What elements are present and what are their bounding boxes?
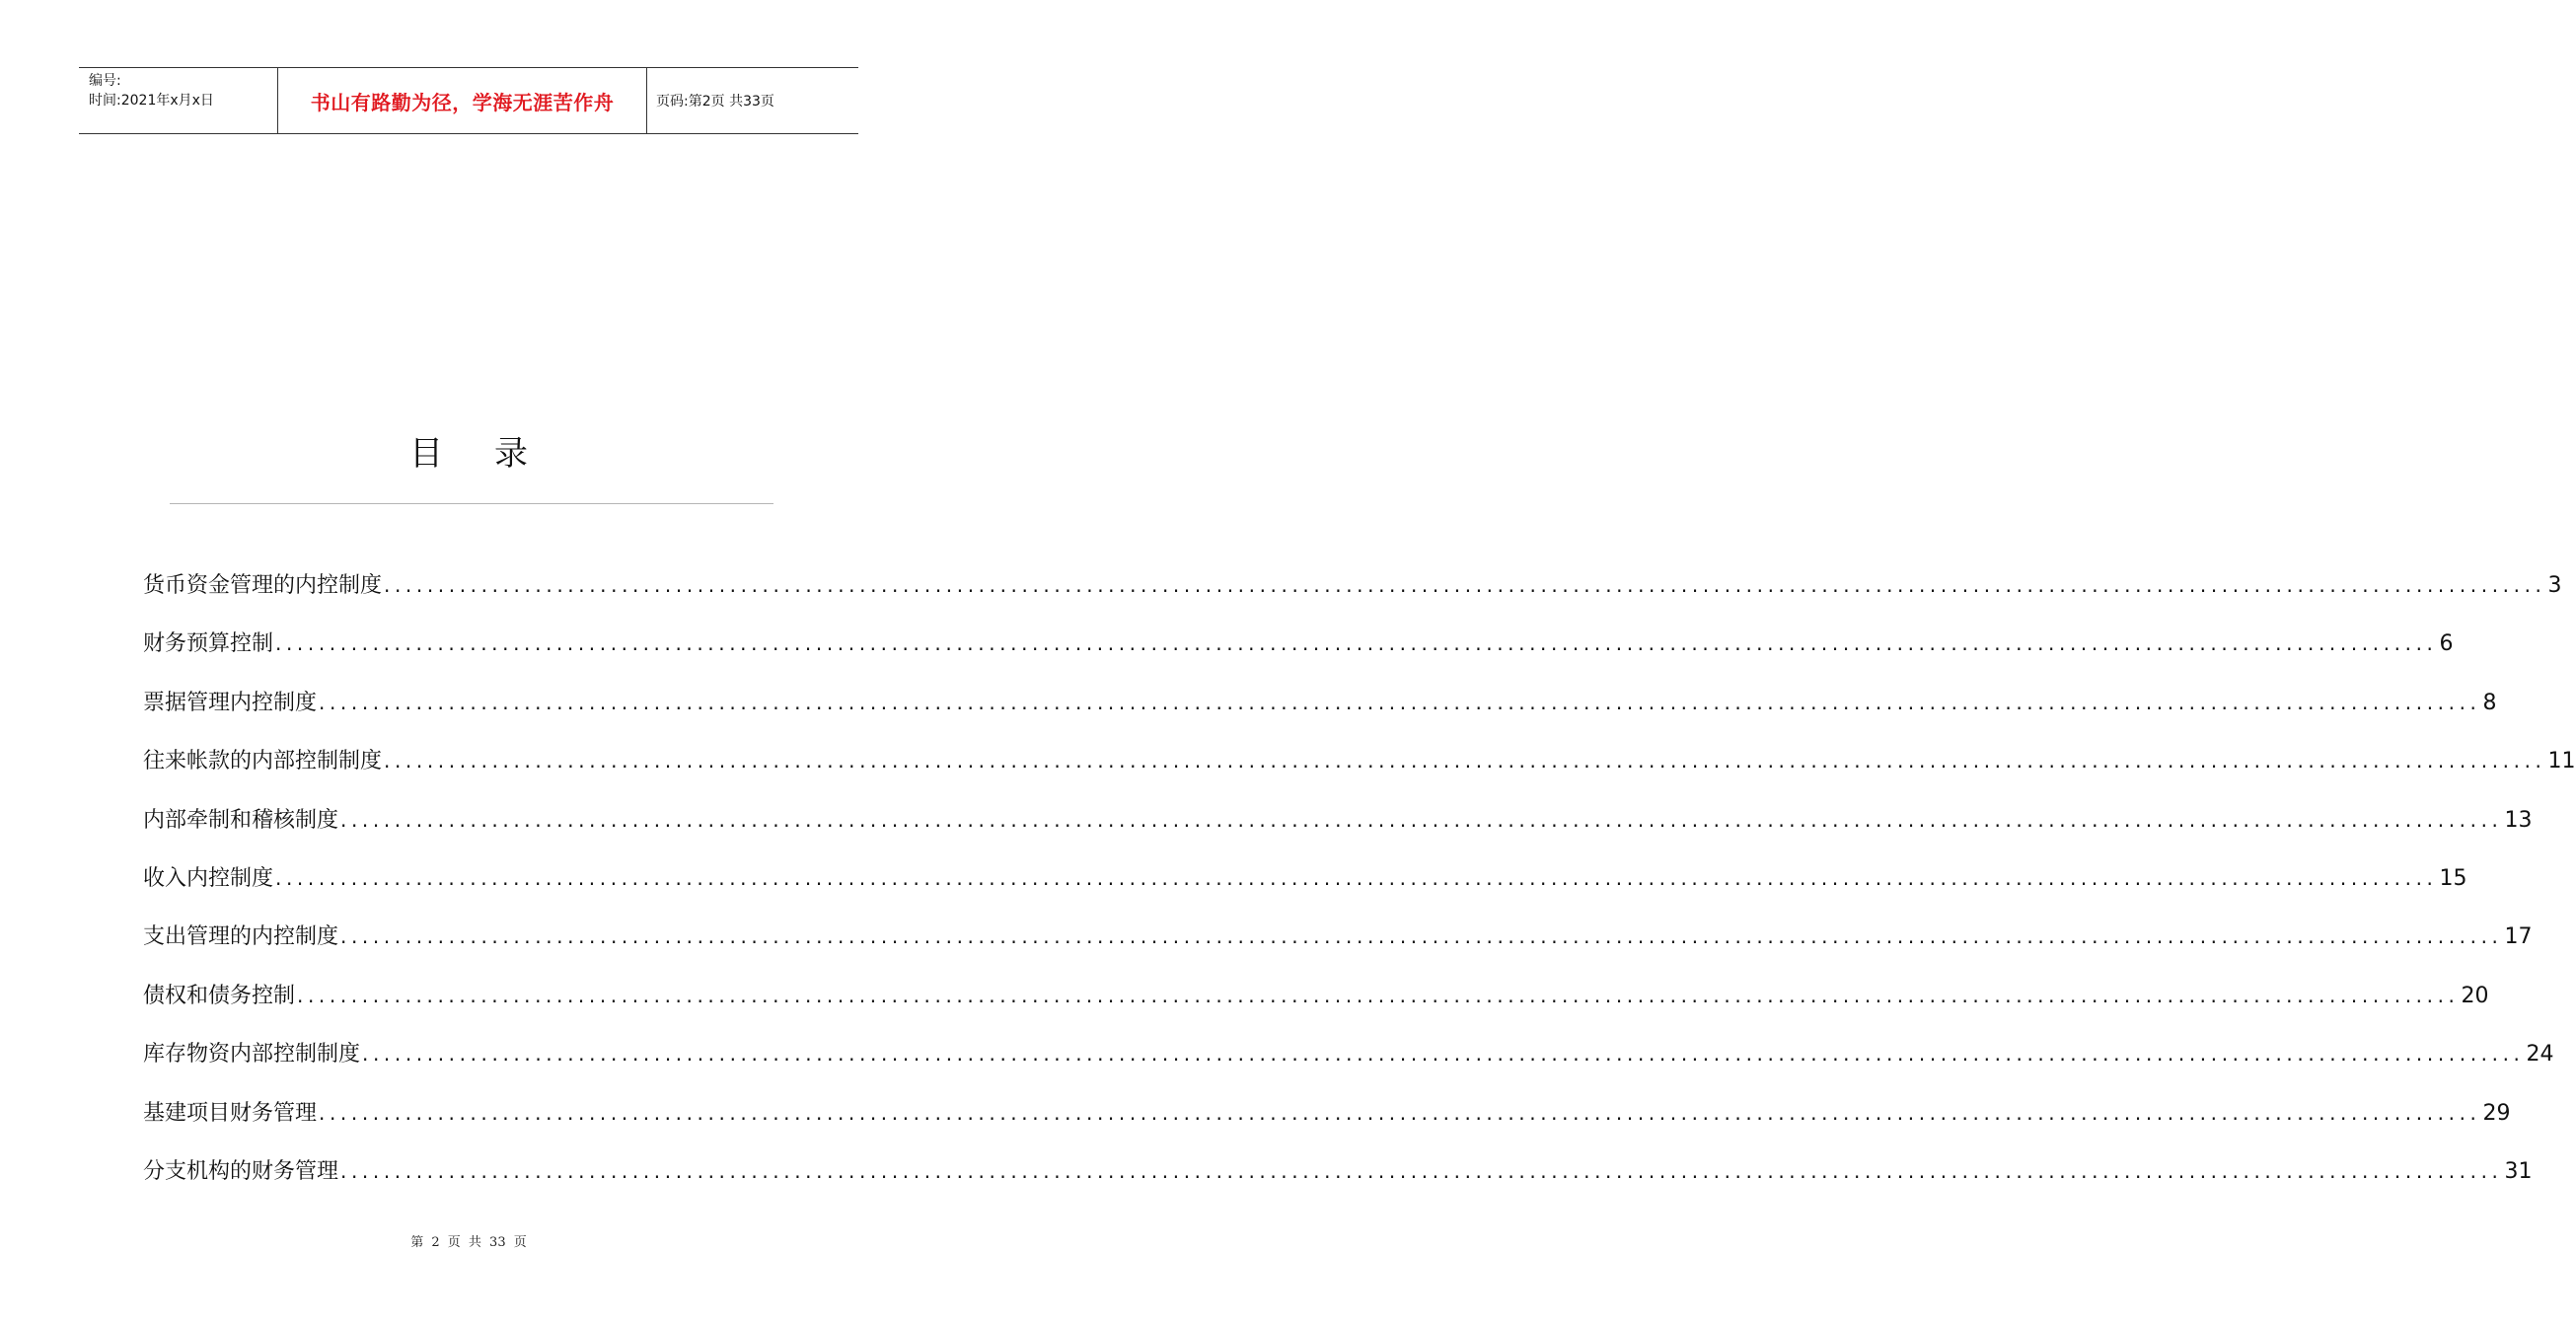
toc-entry-label: 内部牵制和稽核制度	[143, 807, 339, 833]
toc-dot-leader: ........................................................................................................................................................................................................	[275, 631, 2438, 656]
toc-entry-label: 支出管理的内控制度	[143, 924, 339, 950]
toc-dot-leader: ........................................................................................................................................................................................................	[340, 807, 2503, 832]
toc-dot-leader: ........................................................................................................................................................................................................	[384, 573, 2546, 597]
toc-entry[interactable]	[143, 1037, 2554, 1095]
toc-entry-page-number: 20	[2461, 983, 2489, 1008]
toc-entry-page-number: 15	[2439, 865, 2467, 891]
toc-dot-leader: ........................................................................................................................................................................................................	[275, 865, 2438, 890]
toc-entry[interactable]	[143, 861, 2467, 920]
toc-entry[interactable]	[143, 626, 2454, 685]
toc-entry-page-number: 13	[2504, 807, 2533, 833]
toc-title: 目录	[409, 434, 579, 474]
toc-entry-page-number: 17	[2504, 924, 2533, 950]
header-page-info: 页码:第2页 共33页	[656, 94, 774, 110]
toc-entry-page-number: 6	[2439, 631, 2454, 657]
toc-entry-page-number: 29	[2482, 1100, 2511, 1126]
toc-entry-label: 基建项目财务管理	[143, 1100, 318, 1126]
toc-entry-page-number: 24	[2526, 1042, 2554, 1068]
toc-dot-leader: ........................................................................................................................................................................................................	[319, 690, 2481, 714]
toc-entry[interactable]	[143, 803, 2533, 861]
header-motto: 书山有路勤为径，学海无涯苦作舟	[278, 68, 647, 133]
toc-entry-page-number: 8	[2482, 690, 2497, 715]
toc-entry-label: 债权和债务控制	[143, 983, 296, 1008]
page-footer: 第 2 页 共 33 页	[410, 1235, 527, 1250]
toc-entry-label: 收入内控制度	[143, 865, 274, 891]
toc-entry-label: 货币资金管理的内控制度	[143, 573, 383, 598]
header-meta-cell	[79, 68, 278, 133]
page-header	[79, 67, 858, 134]
toc-entry[interactable]	[143, 744, 2576, 802]
toc-entry-label: 财务预算控制	[143, 631, 274, 657]
toc-entry-label: 库存物资内部控制制度	[143, 1042, 361, 1068]
toc-entry[interactable]	[143, 920, 2533, 978]
date-label: 时间:2021年x月x日	[89, 93, 214, 109]
toc-entry-label: 分支机构的财务管理	[143, 1158, 339, 1184]
toc-entry-page-number: 31	[2504, 1158, 2533, 1184]
toc-entry[interactable]	[143, 979, 2489, 1037]
toc-dot-leader: ........................................................................................................................................................................................................	[319, 1100, 2481, 1125]
serial-number-label: 编号:	[89, 73, 121, 89]
title-divider	[170, 503, 773, 504]
toc-dot-leader: ........................................................................................................................................................................................................	[340, 1158, 2503, 1183]
toc-entry-page-number: 3	[2547, 573, 2562, 598]
toc-dot-leader: ........................................................................................................................................................................................................	[297, 983, 2460, 1007]
toc-entry[interactable]	[143, 1154, 2533, 1213]
toc-entry-label: 往来帐款的内部控制制度	[143, 749, 383, 774]
toc-dot-leader: ........................................................................................................................................................................................................	[384, 749, 2546, 774]
toc-entry-label: 票据管理内控制度	[143, 690, 318, 715]
toc-dot-leader: ........................................................................................................................................................................................................	[362, 1042, 2525, 1067]
toc-entry[interactable]	[143, 1096, 2511, 1154]
toc-entry[interactable]	[143, 686, 2497, 744]
toc-dot-leader: ........................................................................................................................................................................................................	[340, 924, 2503, 949]
toc-entry-page-number: 11	[2547, 749, 2576, 774]
toc-list	[143, 568, 2576, 1213]
toc-entry[interactable]	[143, 568, 2562, 626]
